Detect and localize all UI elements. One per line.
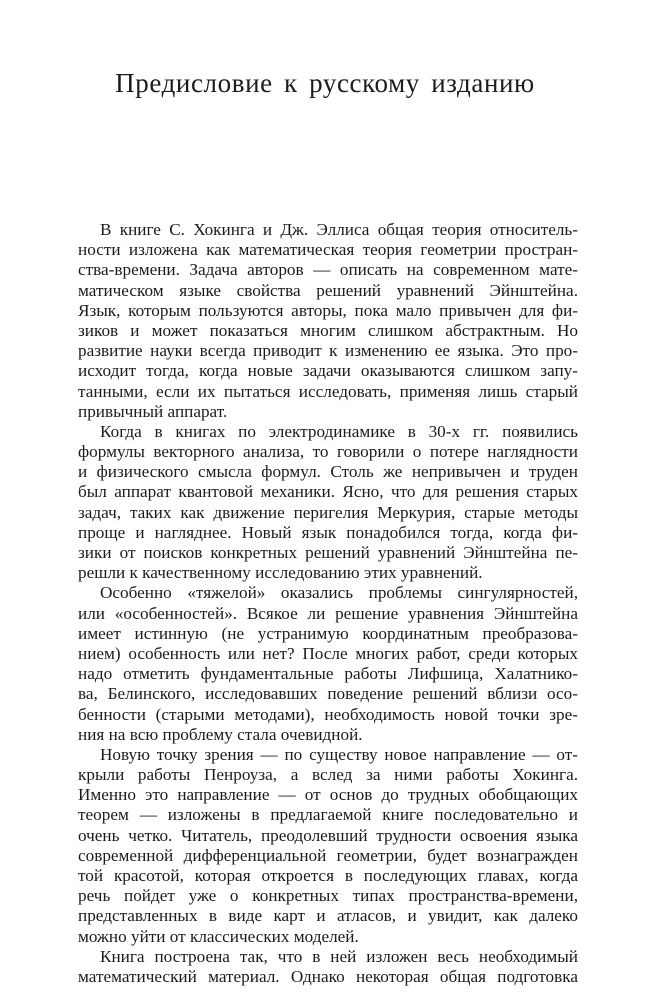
- text-line: Особенно «тяжелой» оказались проблемы сингулярностей,: [100, 583, 578, 603]
- text-line: задач, таких как движение перигелия Меркурия, старые методы: [78, 502, 578, 522]
- text-line: Когда в книгах по электродинамике в 30-х гг. появились: [100, 421, 578, 441]
- text-line: речь пойдет уже о конкретных типах пространства-времени,: [78, 886, 578, 906]
- text-line: представленных в виде карт и атласов, и увидит, как далеко: [78, 906, 578, 926]
- text-line: бенности (старыми методами), необходимость новой точки зре-: [78, 704, 578, 724]
- text-line: зиков и может показаться многим слишком абстрактным. Но: [78, 320, 578, 340]
- text-line: имеет истинную (не устранимую координатным преобразова-: [78, 623, 578, 643]
- page-title: Предисловие к русскому изданию: [115, 68, 535, 98]
- text-line: и физического смысла формул. Столь же непривычен и труден: [78, 462, 578, 482]
- text-line: В книге С. Хокинга и Дж. Эллиса общая теория относитель-: [100, 220, 578, 239]
- text-line: зики от поисков конкретных решений уравнений Эйнштейна пе-: [78, 543, 578, 562]
- text-line: крыли работы Пенроуза, а вслед за ними работы Хокинга.: [78, 765, 578, 785]
- text-line: матическом языке свойства решений уравнений Эйнштейна.: [78, 280, 578, 300]
- text-line: был аппарат квантовой механики. Ясно, что для решения старых: [78, 482, 578, 502]
- text-line: Новую точку зрения — по существу новое направление — от-: [100, 744, 578, 764]
- preface-body: [78, 220, 578, 987]
- text-line: Книга построена так, что в ней изложен весь необходимый: [100, 946, 578, 966]
- text-line: Язык, которым пользуются авторы, пока мало привычен для фи-: [78, 300, 578, 320]
- text-line: современной дифференциальной геометрии, будет вознагражден: [78, 845, 578, 865]
- text-line: развитие науки всегда приводит к изменению ее языка. Это про-: [78, 341, 578, 361]
- text-line: привычный аппарат.: [78, 401, 228, 421]
- text-line: очень четко. Читатель, преодолевший трудности освоения языка: [78, 825, 578, 845]
- paragraph-1: [78, 220, 578, 422]
- text-line: танными, если их пытаться исследовать, применяя лишь старый: [78, 381, 578, 401]
- text-line: проще и нагляднее. Новый язык понадобился тогда, когда фи-: [78, 522, 578, 542]
- paragraph-2: [78, 422, 578, 584]
- text-line: ния на всю проблему стала очевидной.: [78, 724, 363, 744]
- text-line: теорем — изложены в предлагаемой книге последовательно и: [78, 805, 578, 825]
- paragraph-3: [78, 583, 578, 745]
- text-line: или «особенностей». Всякое ли решение уравнения Эйнштейна: [78, 603, 578, 623]
- text-line: нием) особенность или нет? После многих работ, среди которых: [78, 643, 578, 663]
- text-line: исходит тогда, когда новые задачи оказываются слишком запу-: [78, 361, 578, 381]
- text-line: надо отметить фундаментальные работы Лифшица, Халатнико-: [78, 664, 578, 684]
- text-line: решли к качественному исследованию этих уравнений.: [78, 563, 483, 583]
- text-line: ва, Белинского, исследовавших поведение решений вблизи осо-: [78, 684, 578, 704]
- text-line: формулы векторного анализа, то говорили о потере наглядности: [78, 442, 578, 462]
- text-line: той красотой, которая откроется в последующих главах, когда: [78, 866, 578, 885]
- paragraph-5: [78, 947, 578, 987]
- text-line: можно уйти от классических моделей.: [78, 926, 359, 946]
- paragraph-4: [78, 745, 578, 947]
- text-line: Именно это направление — от основ до трудных обобщающих: [78, 785, 578, 805]
- text-line: математический материал. Однако некоторая общая подготовка: [78, 966, 578, 986]
- text-line: ности изложена как математическая теория геометрии простран-: [78, 240, 578, 260]
- text-line: ства-времени. Задача авторов — описать на современном мате-: [78, 260, 578, 280]
